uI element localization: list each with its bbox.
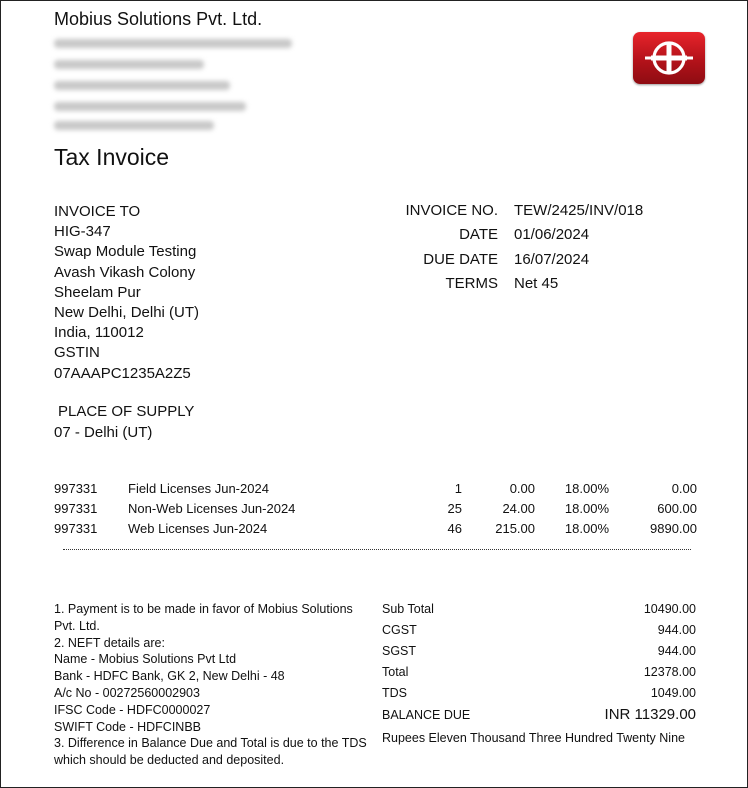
document-title: Tax Invoice — [54, 144, 170, 170]
logo-mark-icon — [633, 32, 705, 84]
bill-to-line: GSTIN — [54, 344, 100, 362]
bill-to-line: India, 110012 — [54, 324, 144, 342]
item-code: 997331 — [54, 481, 98, 496]
item-code: 997331 — [54, 521, 98, 536]
redacted-address-line — [54, 39, 292, 48]
terms-label: TERMS — [445, 275, 498, 292]
item-tax: 18.00% — [564, 501, 609, 516]
date-value: 01/06/2024 — [514, 226, 590, 243]
item-qty: 25 — [447, 501, 462, 516]
balance-due-value: INR 11329.00 — [604, 706, 696, 723]
item-rate: 0.00 — [509, 481, 535, 496]
due-date-label: DUE DATE — [423, 251, 498, 268]
note-line: SWIFT Code - HDFCINBB — [54, 719, 202, 734]
balance-due-label: BALANCE DUE — [382, 708, 471, 722]
line-item-row — [1, 501, 748, 521]
date-label: DATE — [459, 226, 498, 243]
terms-value: Net 45 — [514, 275, 559, 292]
bill-to-line: 07AAAPC1235A2Z5 — [54, 364, 191, 382]
item-amount: 600.00 — [657, 501, 697, 516]
amount-in-words: Rupees Eleven Thousand Three Hundred Twenty Nine — [382, 731, 685, 745]
note-line: 1. Payment is to be made in favor of Mobius Solutions Pvt. Ltd. — [54, 602, 353, 633]
due-date-value: 16/07/2024 — [514, 251, 590, 268]
item-qty: 1 — [454, 481, 462, 496]
place-of-supply-value: 07 - Delhi (UT) — [54, 424, 153, 441]
note-line: Bank - HDFC Bank, GK 2, New Delhi - 48 — [54, 669, 285, 684]
bill-to-line: HIG-347 — [54, 223, 111, 241]
invoice-no-label: INVOICE NO. — [405, 202, 498, 219]
sub-total-label: Sub Total — [382, 602, 434, 616]
note-line: 3. Difference in Balance Due and Total is due to the TDS which should be deducted and deposited. — [54, 736, 367, 768]
tds-value: 1049.00 — [650, 686, 696, 700]
item-rate: 215.00 — [495, 521, 535, 536]
item-tax: 18.00% — [564, 481, 609, 496]
redacted-address-line — [54, 121, 214, 130]
sgst-label: SGST — [382, 644, 417, 658]
item-description: Web Licenses Jun-2024 — [128, 521, 268, 536]
item-amount: 9890.00 — [650, 521, 697, 536]
bill-to-line: New Delhi, Delhi (UT) — [54, 304, 200, 322]
redacted-address-line — [54, 81, 230, 90]
sub-total-value: 10490.00 — [643, 602, 696, 616]
redacted-address-line — [54, 60, 204, 69]
item-description: Non-Web Licenses Jun-2024 — [128, 501, 296, 516]
item-tax: 18.00% — [564, 521, 609, 536]
note-line: 2. NEFT details are: — [54, 635, 165, 650]
bill-to-line: Avash Vikash Colony — [54, 263, 196, 281]
payment-notes — [54, 601, 374, 769]
total-value: 12378.00 — [643, 665, 696, 679]
invoice-no-value: TEW/2425/INV/018 — [514, 202, 644, 219]
bill-to-line: Swap Module Testing — [54, 243, 197, 261]
redacted-address-line — [54, 102, 246, 111]
company-logo — [633, 32, 705, 84]
item-code: 997331 — [54, 501, 98, 516]
total-label: Total — [382, 665, 409, 679]
bill-to-heading: INVOICE TO — [54, 203, 141, 220]
note-line: Name - Mobius Solutions Pvt Ltd — [54, 652, 237, 667]
note-line: IFSC Code - HDFC0000027 — [54, 702, 211, 717]
place-of-supply-label: PLACE OF SUPPLY — [58, 403, 195, 420]
item-qty: 46 — [447, 521, 462, 536]
note-line: A/c No - 00272560002903 — [54, 685, 200, 700]
bill-to-block — [54, 202, 199, 384]
line-item-row — [1, 481, 748, 501]
bill-to-line: Sheelam Pur — [54, 283, 141, 301]
cgst-value: 944.00 — [657, 623, 696, 637]
line-item-row — [1, 521, 748, 541]
dotted-divider — [63, 549, 691, 550]
tds-label: TDS — [382, 686, 407, 700]
item-description: Field Licenses Jun-2024 — [128, 481, 269, 496]
item-amount: 0.00 — [671, 481, 697, 496]
item-rate: 24.00 — [502, 501, 535, 516]
sgst-value: 944.00 — [657, 644, 696, 658]
cgst-label: CGST — [382, 623, 417, 637]
company-name: Mobius Solutions Pvt. Ltd. — [54, 9, 263, 29]
